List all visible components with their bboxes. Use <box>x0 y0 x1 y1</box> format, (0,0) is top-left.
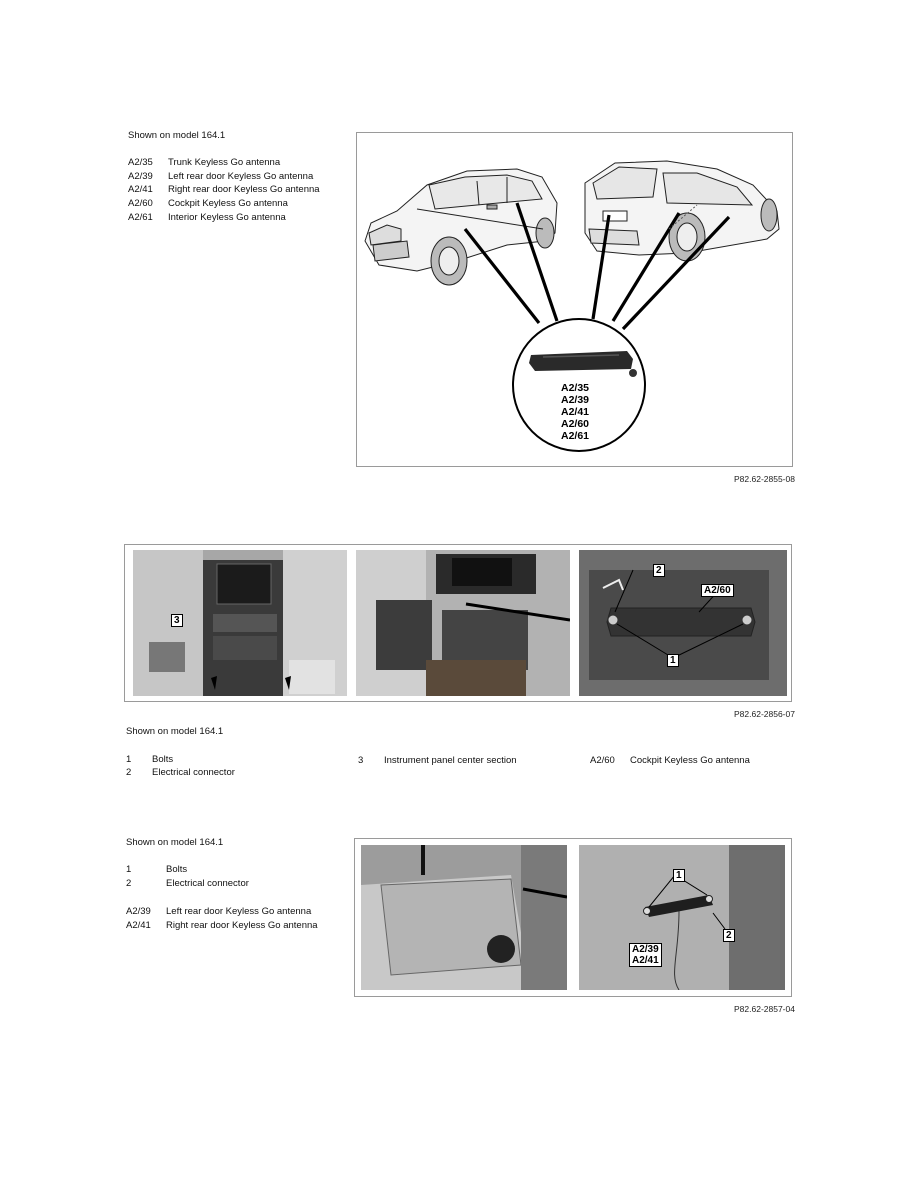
legend-text: Bolts <box>152 754 174 765</box>
figure-label: A2/39 <box>561 394 590 406</box>
legend-text: Instrument panel center section <box>384 755 517 766</box>
legend-text: Right rear door Keyless Go antenna <box>168 184 320 195</box>
legend-item <box>126 905 311 918</box>
callout-label-line: A2/41 <box>632 955 659 966</box>
legend-item <box>358 754 517 767</box>
figure-label: A2/41 <box>561 406 590 418</box>
callout-label: A2/60 <box>701 584 734 597</box>
legend-text: Cockpit Keyless Go antenna <box>630 755 750 766</box>
legend-item <box>128 211 286 224</box>
legend-code: 2 <box>126 878 132 889</box>
legend-code: A2/41 <box>128 184 153 195</box>
legend-code: A2/39 <box>128 171 153 182</box>
legend-text: Interior Keyless Go antenna <box>168 212 286 223</box>
legend-item <box>126 753 173 766</box>
legend-text: Left rear door Keyless Go antenna <box>168 171 314 182</box>
figure-id: P82.62-2855-08 <box>734 474 795 484</box>
legend-code: 3 <box>358 755 364 766</box>
section3-heading: Shown on model 164.1 <box>126 837 224 848</box>
legend-item <box>126 863 187 876</box>
legend-item <box>126 919 318 932</box>
figure-id: P82.62-2856-07 <box>734 709 795 719</box>
legend-text: Electrical connector <box>166 878 249 889</box>
section2-heading: Shown on model 164.1 <box>126 726 224 737</box>
callout-label: 1 <box>673 869 685 882</box>
vehicle-diagram <box>357 133 792 466</box>
photo-center-console-removed <box>356 550 570 696</box>
legend-code: A2/60 <box>590 755 615 766</box>
section1-heading: Shown on model 164.1 <box>128 130 226 141</box>
legend-item <box>128 183 320 196</box>
figure-vehicle-antenna-locations <box>356 132 793 467</box>
callout-label: 1 <box>667 654 679 667</box>
figure-rear-door-antenna <box>354 838 792 997</box>
legend-code: 1 <box>126 864 132 875</box>
legend-code: 1 <box>126 754 132 765</box>
legend-item <box>126 877 249 890</box>
legend-text: Trunk Keyless Go antenna <box>168 157 281 168</box>
photo-rear-door-antenna-detail <box>579 845 785 990</box>
figure-label: A2/60 <box>561 418 590 430</box>
legend-item <box>128 197 288 210</box>
legend-code: A2/39 <box>126 906 151 917</box>
legend-code: A2/41 <box>126 920 151 931</box>
legend-text: Electrical connector <box>152 767 235 778</box>
figure-label: A2/61 <box>561 430 590 442</box>
suv-front-illustration <box>365 169 557 285</box>
callout-label: 3 <box>171 614 183 627</box>
figure-cockpit-antenna <box>124 544 792 702</box>
callout-label-line: A2/39 <box>632 944 659 955</box>
callout-label: 2 <box>653 564 665 577</box>
legend-item <box>590 754 750 767</box>
photo-instrument-panel <box>133 550 347 696</box>
legend-item <box>128 156 280 169</box>
legend-text: Cockpit Keyless Go antenna <box>168 198 288 209</box>
photo-rear-door-panel <box>361 845 567 990</box>
legend-code: A2/60 <box>128 198 153 209</box>
antenna-labels <box>561 382 589 442</box>
legend-code: 2 <box>126 767 132 778</box>
legend-item <box>126 766 235 779</box>
photo-cockpit-antenna-detail <box>579 550 787 696</box>
callout-label <box>629 943 662 967</box>
suv-rear-illustration <box>585 161 779 261</box>
legend-item <box>128 170 313 183</box>
legend-text: Left rear door Keyless Go antenna <box>166 906 312 917</box>
callout-label: 2 <box>723 929 735 942</box>
figure-id: P82.62-2857-04 <box>734 1004 795 1014</box>
figure-label: A2/35 <box>561 382 590 394</box>
legend-text: Right rear door Keyless Go antenna <box>166 920 318 931</box>
legend-code: A2/61 <box>128 212 153 223</box>
legend-text: Bolts <box>166 864 188 875</box>
legend-code: A2/35 <box>128 157 153 168</box>
